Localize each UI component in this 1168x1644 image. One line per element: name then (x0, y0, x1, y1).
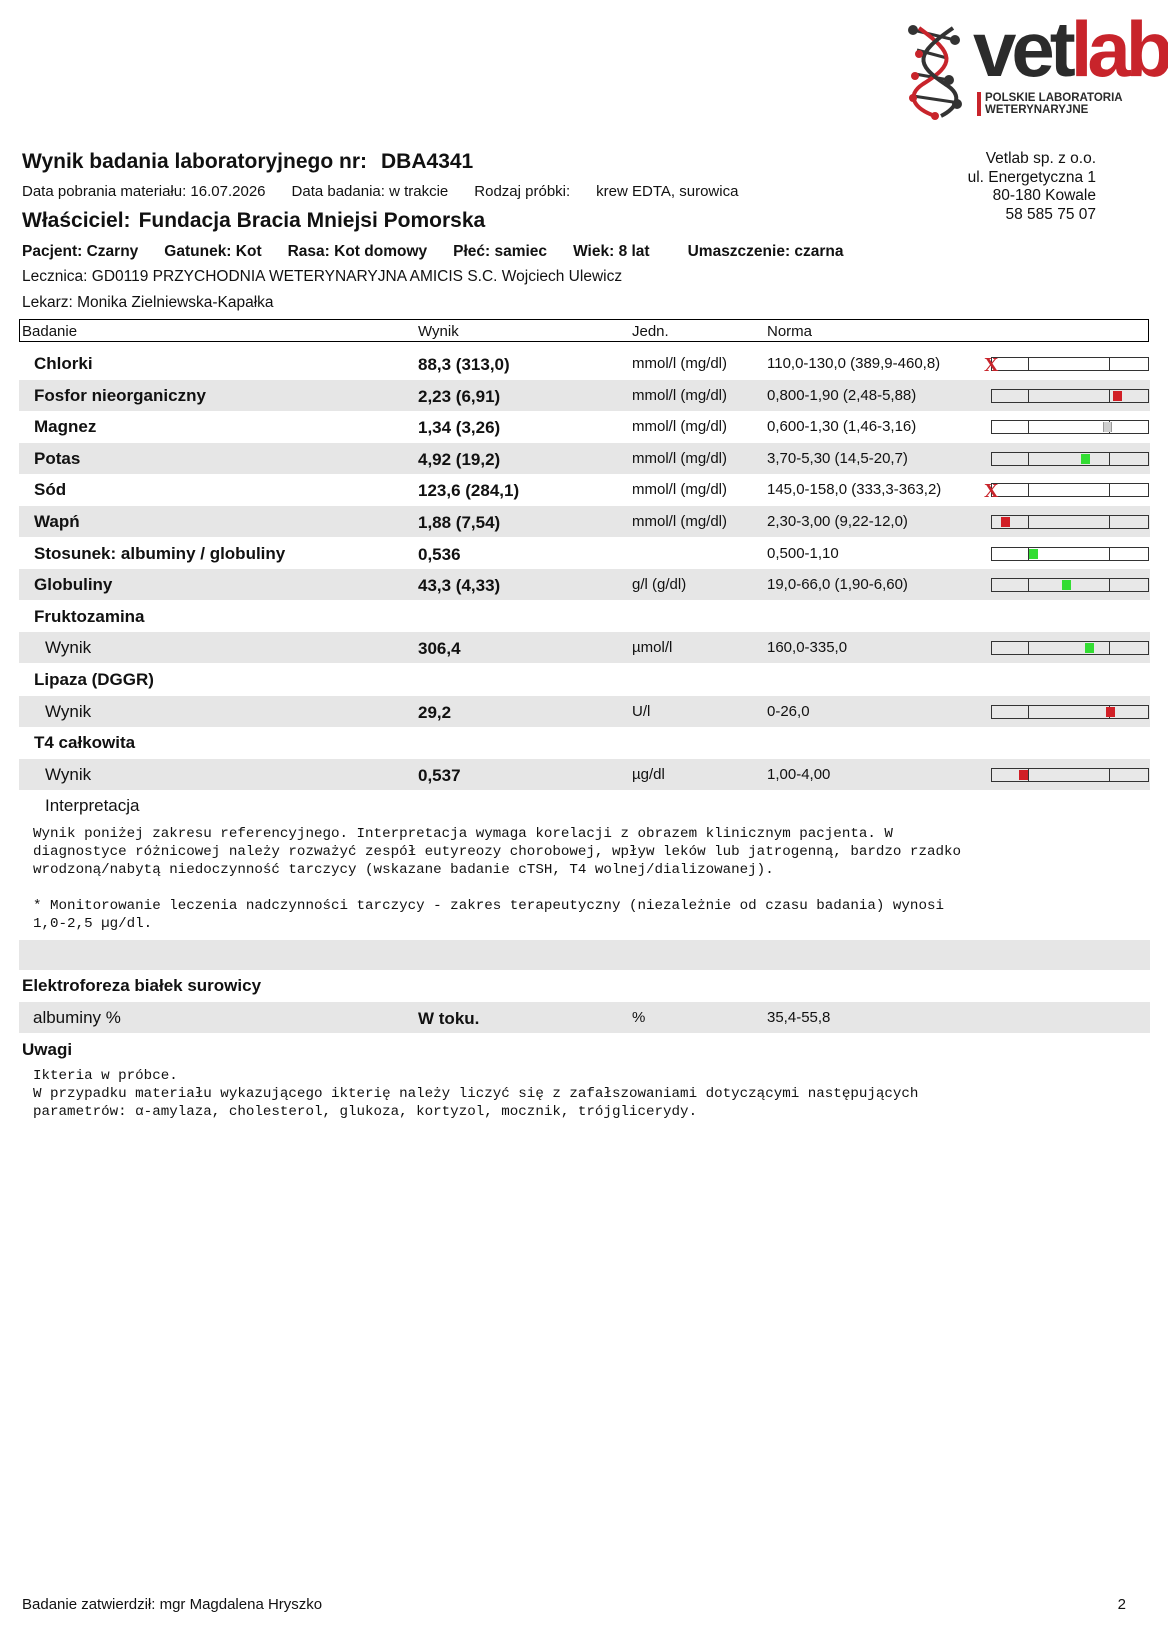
range-indicator-bar (991, 420, 1149, 434)
row-name: Magnez (34, 417, 97, 437)
report-dates: Data pobrania materiału: 16.07.2026 Data badania: w trakcie Rodzaj próbki: krew EDTA, surowica (22, 183, 739, 200)
report-number: DBA4341 (381, 150, 474, 173)
row-unit: mmol/l (mg/dl) (632, 481, 728, 499)
table-row (19, 538, 1150, 569)
dna-icon (905, 24, 975, 120)
range-indicator-bar (991, 578, 1149, 592)
row-name: Wynik (45, 701, 92, 721)
range-marker (1081, 454, 1090, 464)
row-norm: 1,00-4,00 (767, 765, 831, 783)
report-title: Wynik badania laboratoryjnego nr: DBA4341 (22, 150, 474, 173)
row-name: Stosunek: albuminy / globuliny (34, 543, 286, 563)
row-name: Interpretacja (45, 796, 140, 816)
range-indicator-bar (984, 354, 1149, 376)
row-norm: 110,0-130,0 (389,9-460,8) (767, 355, 941, 372)
row-value: W toku. (418, 1009, 480, 1028)
col-unit: Jedn. (632, 323, 669, 340)
row-name: Fosfor nieorganiczny (34, 385, 206, 405)
row-norm: 145,0-158,0 (333,3-363,2) (767, 481, 942, 499)
row-name: Wynik (45, 764, 92, 784)
row-unit: µmol/l (632, 639, 673, 657)
row-norm: 0,600-1,30 (1,46-3,16) (767, 418, 917, 436)
range-marker (1103, 422, 1112, 432)
row-name: Potas (34, 448, 81, 468)
range-indicator-bar (991, 389, 1149, 403)
table-row (19, 759, 1150, 790)
logo-subtitle: POLSKIE LABORATORIA WETERYNARYJNE (977, 92, 1123, 116)
table-row (19, 411, 1150, 442)
table-row (19, 632, 1150, 663)
range-indicator-bar (984, 480, 1149, 503)
out-of-range-icon: X (984, 480, 999, 503)
row-unit: mmol/l (mg/dl) (632, 355, 728, 372)
row-unit: % (632, 1009, 646, 1026)
row-value: 88,3 (313,0) (418, 355, 510, 374)
table-row (19, 696, 1150, 727)
row-value: 1,88 (7,54) (418, 513, 501, 532)
row-norm: 3,70-5,30 (14,5-20,7) (767, 449, 908, 467)
vetlab-logo (905, 5, 1168, 120)
row-value: 0,536 (418, 544, 461, 564)
range-indicator-bar (991, 452, 1149, 466)
patient-info: Pacjent: Czarny Gatunek: Kot Rasa: Kot domowy Płeć: samiec Wiek: 8 lat Umaszczenie: czarna (22, 243, 844, 260)
row-unit: U/l (632, 702, 651, 720)
doctor: Lekarz: Monika Zielniewska-Kapałka (22, 294, 274, 311)
row-name: Fruktozamina (34, 606, 145, 626)
row-value: 29,2 (418, 702, 452, 722)
out-of-range-icon: X (984, 354, 999, 376)
row-name: albuminy % (33, 1008, 121, 1027)
range-marker (1113, 391, 1122, 401)
range-indicator-bar (991, 515, 1149, 529)
range-marker (1085, 643, 1094, 653)
row-value: 0,537 (418, 765, 461, 785)
range-indicator-bar (991, 705, 1149, 719)
range-indicator-bar (991, 768, 1149, 782)
range-marker (1029, 549, 1038, 559)
row-value: 2,23 (6,91) (418, 386, 501, 406)
row-unit: mmol/l (mg/dl) (632, 449, 728, 467)
row-unit: mmol/l (mg/dl) (632, 513, 728, 530)
remarks-title: Uwagi (22, 1040, 73, 1059)
row-value: 123,6 (284,1) (418, 481, 520, 501)
table-row (19, 348, 1150, 379)
row-name: Globuliny (34, 575, 113, 595)
table-group-row (19, 664, 1150, 695)
col-norm: Norma (767, 323, 813, 340)
row-value: 43,3 (4,33) (418, 576, 501, 596)
interpretation-note: * Monitorowanie leczenia nadczynności tarczycy - zakres terapeutyczny (niezależnie od czasu badania) wynosi 1,0-2,5 µg/dl. (33, 898, 944, 932)
row-value: 306,4 (418, 639, 461, 659)
row-norm: 2,30-3,00 (9,22-12,0) (767, 513, 908, 530)
row-unit: g/l (g/dl) (632, 576, 687, 594)
row-unit: mmol/l (mg/dl) (632, 418, 728, 436)
row-norm: 0,500-1,10 (767, 544, 839, 562)
row-name: Wapń (34, 512, 80, 531)
logo-wordmark: vetlab (973, 5, 1168, 93)
row-name: Sód (34, 480, 67, 500)
table-row (19, 506, 1150, 537)
row-name: Wynik (45, 638, 92, 658)
row-value: 1,34 (3,26) (418, 418, 501, 438)
range-marker (1001, 517, 1010, 527)
range-indicator-bar (991, 547, 1149, 561)
separator-band (19, 940, 1150, 970)
row-norm: 160,0-335,0 (767, 639, 848, 657)
row-name: T4 całkowita (34, 733, 136, 753)
range-marker (1106, 707, 1115, 717)
interpretation-text: Wynik poniżej zakresu referencyjnego. Interpretacja wymaga korelacji z obrazem klinicznym pacjenta. W diagnostyce różnicowej należy rozważyć zespół eutyreozy chorobowej, wpływ leków lub jatrogenną, bardzo rzadko wrodzoną/nabytą niedoczynność tarczycy (wskazane badanie cTSH, T4 wolnej/dializowanej). (33, 826, 962, 878)
col-test: Badanie (22, 323, 78, 340)
company-address: Vetlab sp. z o.o. ul. Energetyczna 1 80-180 Kowale 58 585 75 07 (967, 150, 1096, 223)
electrophoresis-title: Elektroforeza białek surowicy (22, 976, 262, 995)
row-name: Chlorki (34, 354, 93, 373)
row-name: Lipaza (DGGR) (34, 670, 154, 689)
range-indicator-bar (991, 641, 1149, 655)
approved-by: Badanie zatwierdził: mgr Magdalena Hryszko (22, 1596, 323, 1613)
row-norm: 0-26,0 (767, 702, 810, 720)
table-row (19, 443, 1150, 474)
table-row (19, 1002, 1150, 1033)
table-row (19, 380, 1150, 411)
table-row (19, 569, 1150, 600)
row-value: 4,92 (19,2) (418, 449, 501, 469)
col-result: Wynik (418, 323, 459, 340)
owner: Właściciel: Fundacja Bracia Mniejsi Pomorska (22, 209, 486, 232)
row-unit: mmol/l (mg/dl) (632, 386, 728, 404)
clinic: Lecznica: GD0119 PRZYCHODNIA WETERYNARYJNA AMICIS S.C. Wojciech Ulewicz (22, 268, 623, 285)
row-norm: 19,0-66,0 (1,90-6,60) (767, 576, 908, 594)
table-group-row (19, 601, 1150, 632)
remarks-text: Ikteria w próbce. W przypadku materiału wykazującego ikterię należy liczyć się z zafałszowaniami dotyczącymi następujących parametrów: α-amylaza, cholesterol, glukoza, kortyzol, mocznik, trójglicerydy. (33, 1068, 919, 1120)
page-number: 2 (1117, 1596, 1126, 1613)
row-unit: µg/dl (632, 765, 665, 783)
range-marker (1062, 580, 1071, 590)
table-group-row (19, 727, 1150, 758)
row-norm: 35,4-55,8 (767, 1009, 831, 1026)
results-table-header (19, 319, 1149, 342)
table-row (19, 474, 1150, 505)
table-row (19, 790, 1150, 821)
row-norm: 0,800-1,90 (2,48-5,88) (767, 386, 917, 404)
range-marker (1019, 770, 1028, 780)
